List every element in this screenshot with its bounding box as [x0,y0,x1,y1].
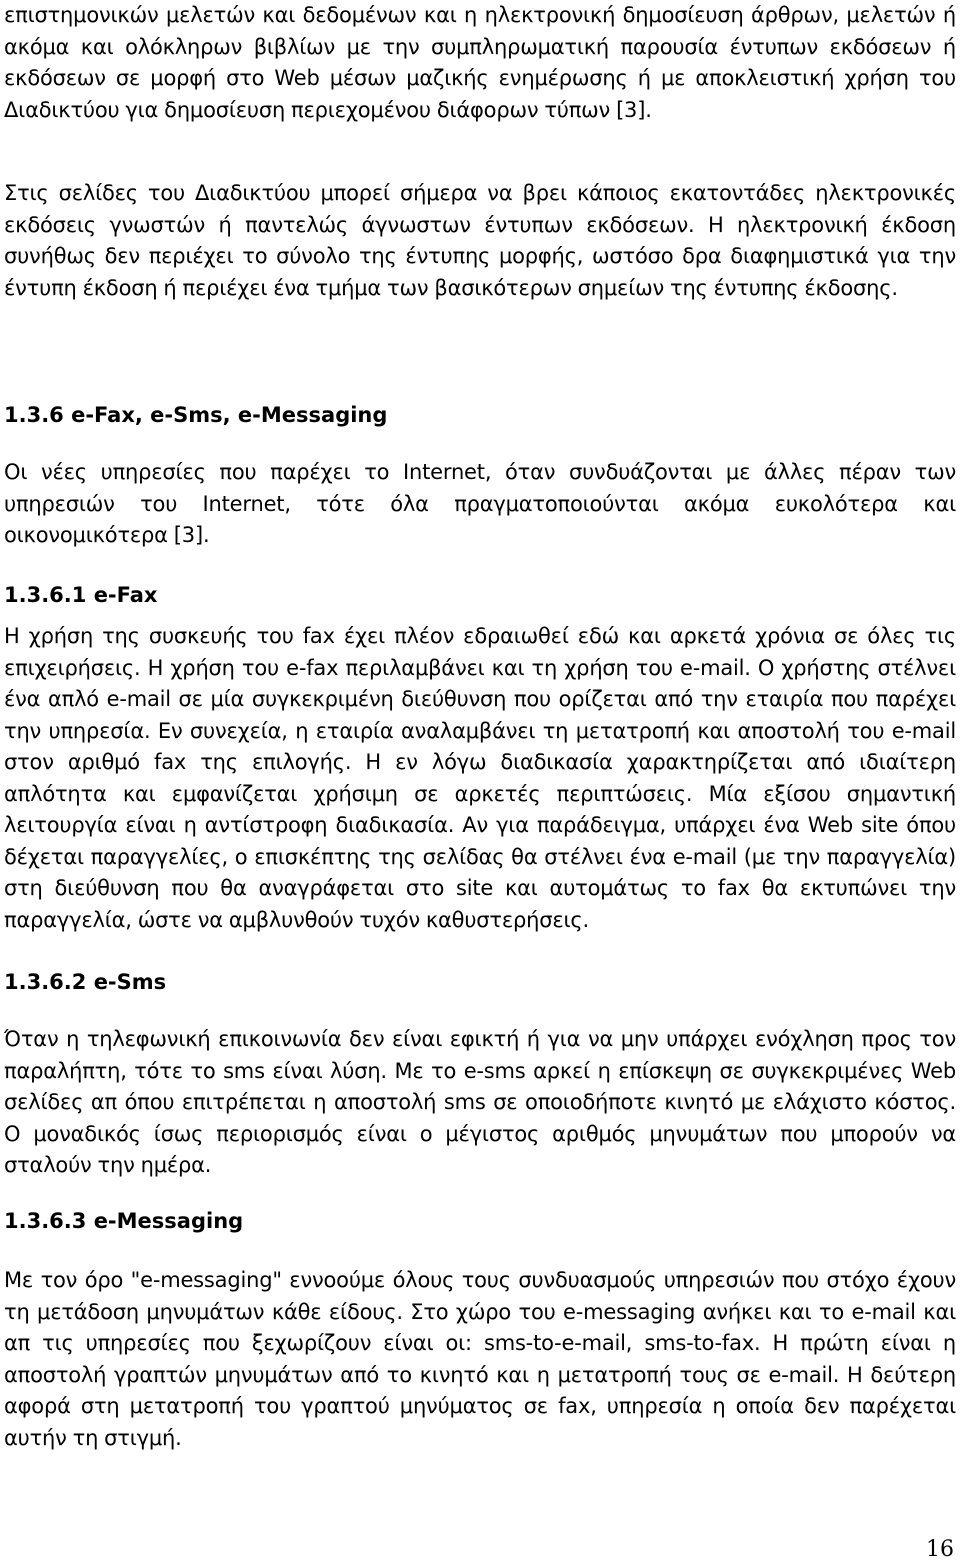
paragraph-section-intro: Οι νέες υπηρεσίες που παρέχει το Internet, όταν συνδυάζονται με άλλες πέραν των υπηρεσιών του Internet, τότε όλα πραγματοποιούνται ακόμα ευκολότερα και οικονομικότερα [3]. [4,460,956,547]
page-number: 16 [926,1537,954,1562]
paragraph-efax: Η χρήση της συσκευής του fax έχει πλέον εδραιωθεί εδώ και αρκετά χρόνια σε όλες τις επιχειρήσεις. Η χρήση του e-fax περιλαμβάνει και τη χρήση του e-mail. Ο χρήστης στέλνει ένα απλό e-mail σε μία συγκεκριμένη διεύθυνση που ορίζεται από την εταιρία που παρέχει την υπηρεσία. Εν συνεχεία, η εταιρία αναλαμβάνει τη μετατροπή και αποστολή του e-mail στον αριθμό fax της επιλογής. Η εν λόγω διαδικασία χαρακτηρίζεται από ιδιαίτερη απλότητα και εμφανίζεται χρήσιμη σε αρκετές περιπτώσεις. Μία εξίσου σημαντική λειτουργία είναι η αντίστροφη διαδικασία. Αν για παράδειγμα, υπάρχει ένα Web site όπου δέχεται παραγγελίες, ο επισκέπτης της σελίδας θα στέλνει ένα e-mail (με την παραγγελία) στη διεύθυνση που θα αναγράφεται στο site και αυτομάτως το fax θα εκτυπώνει την παραγγελία, ώστε να αμβλυνθούν τυχόν καθυστερήσεις. [4,624,956,932]
paragraph-intro-continuation: επιστημονικών μελετών και δεδομένων και η ηλεκτρονική δημοσίευση άρθρων, μελετών ή ακόμα και ολόκληρων βιβλίων με την συμπληρωματική παρουσία έντυπων εκδόσεων ή εκδόσεων σε μορφή στο Web μέσων μαζικής ενημέρωσης ή με αποκλειστική χρήση του Διαδικτύου για δημοσίευση περιεχομένου διάφορων τύπων [3]. [4,3,956,122]
paragraph-emessaging: Με τον όρο "e-messaging" εννοούμε όλους τους συνδυασμούς υπηρεσιών που στόχο έχουν τη μετάδοση μηνυμάτων κάθε είδους. Στο χώρο του e-messaging ανήκει και το e-mail και απ τις υπηρεσίες που ξεχωρίζουν είναι οι: sms-to-e-mail, sms-to-fax. Η πρώτη είναι η αποστολή γραπτών μηνυμάτων από το κινητό και η μετατροπή τους σε e-mail. Η δεύτερη αφορά στη μετατροπή του γραπτού μηνύματος σε fax, υπηρεσία η οποία δεν παρέχεται αυτήν τη στιγμή. [4,1268,956,1450]
heading-esms: 1.3.6.2 e-Sms [4,970,167,994]
heading-efax: 1.3.6.1 e-Fax [4,583,158,607]
heading-section-1-3-6: 1.3.6 e-Fax, e-Sms, e-Messaging [4,403,388,427]
paragraph-web-editions: Στις σελίδες του Διαδικτύου μπορεί σήμερα να βρει κάποιος εκατοντάδες ηλεκτρονικές εκδόσεις γνωστών ή παντελώς άγνωστων έντυπων εκδόσεων. Η ηλεκτρονική έκδοση συνήθως δεν περιέχει το σύνολο της έντυπης μορφής, ωστόσο δρα διαφημιστικά για την έντυπη έκδοση ή περιέχει ένα τμήμα των βασικότερων σημείων της έντυπης έκδοσης. [4,181,956,300]
heading-emessaging: 1.3.6.3 e-Messaging [4,1209,244,1233]
paragraph-esms: Όταν η τηλεφωνική επικοινωνία δεν είναι εφικτή ή για να μην υπάρχει ενόχληση προς τον παραλήπτη, τότε το sms είναι λύση. Με το e-sms αρκεί η επίσκεψη σε συγκεκριμένες Web σελίδες απ όπου επιτρέπεται η αποστολή sms σε οποιοδήποτε κινητό με ελάχιστο κόστος. Ο μοναδικός ίσως περιορισμός είναι ο μέγιστος αριθμός μηνυμάτων που μπορούν να σταλούν την ημέρα. [4,1027,956,1177]
